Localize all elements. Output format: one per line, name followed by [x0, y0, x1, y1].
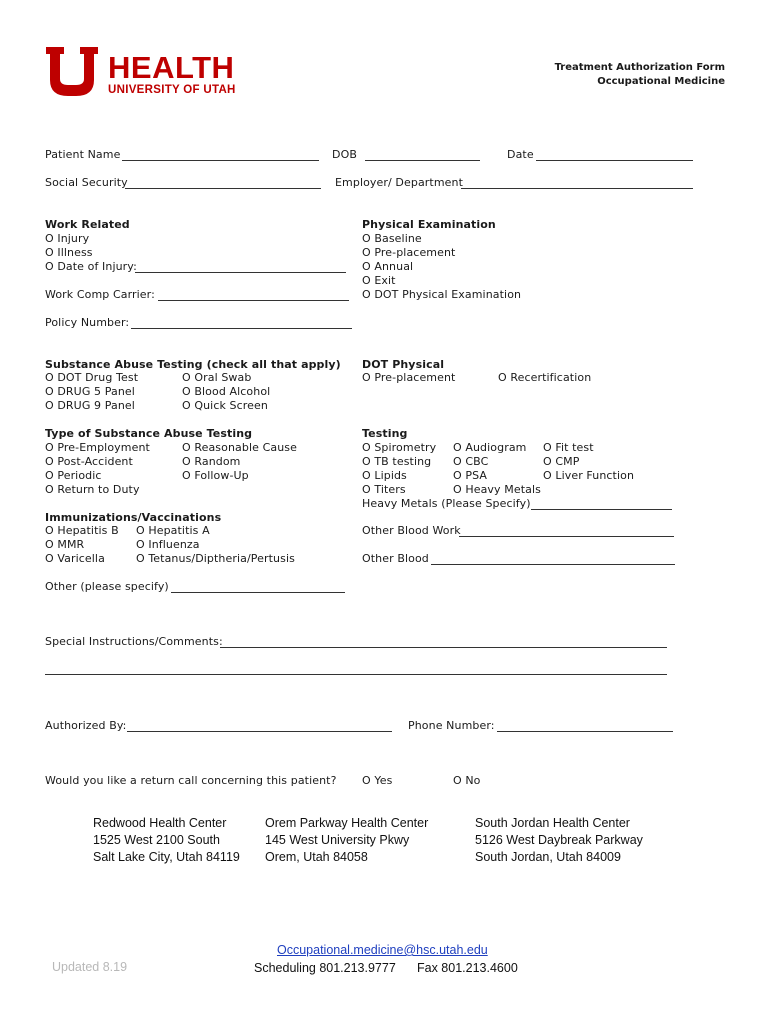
location-street: 1525 West 2100 South — [93, 833, 220, 847]
special-instructions-field-1[interactable] — [220, 647, 667, 648]
varicella-option[interactable]: O Varicella — [45, 552, 105, 565]
phone-number-label: Phone Number: — [408, 719, 495, 732]
cmp-option[interactable]: O CMP — [543, 455, 580, 468]
dot-drug-test-option[interactable]: O DOT Drug Test — [45, 371, 139, 384]
date-of-injury-field[interactable] — [135, 272, 346, 273]
special-instructions-label: Special Instructions/Comments: — [45, 635, 223, 648]
policy-number-label: Policy Number: — [45, 316, 130, 329]
testing-heading: Testing — [362, 427, 408, 440]
location-city: Salt Lake City, Utah 84119 — [93, 850, 240, 864]
drug-9-panel-option[interactable]: O DRUG 9 Panel — [45, 399, 135, 412]
other-blood-work-field[interactable] — [459, 536, 674, 537]
return-call-yes-option[interactable]: O Yes — [362, 774, 393, 787]
date-of-injury-option[interactable]: O Date of Injury: — [45, 260, 137, 273]
date-field[interactable] — [536, 160, 693, 161]
heavy-metals-option[interactable]: O Heavy Metals — [453, 483, 541, 496]
form-title: Treatment Authorization Form — [554, 62, 725, 73]
dot-physical-heading: DOT Physical — [362, 358, 445, 371]
psa-option[interactable]: O PSA — [453, 469, 487, 482]
work-comp-carrier-label: Work Comp Carrier: — [45, 288, 155, 301]
lipids-option[interactable]: O Lipids — [362, 469, 407, 482]
annual-option[interactable]: O Annual — [362, 260, 414, 273]
updated-date: Updated 8.19 — [52, 960, 128, 974]
location-street: 5126 West Daybreak Parkway — [475, 833, 643, 847]
heavy-metals-specify-label: Heavy Metals (Please Specify) — [362, 497, 531, 510]
location-orem — [265, 815, 428, 866]
policy-number-field[interactable] — [131, 328, 352, 329]
influenza-option[interactable]: O Influenza — [136, 538, 200, 551]
logo-university-text: UNIVERSITY OF UTAH — [108, 84, 236, 96]
oral-swab-option[interactable]: O Oral Swab — [182, 371, 252, 384]
other-specify-field[interactable] — [171, 592, 345, 593]
tb-testing-option[interactable]: O TB testing — [362, 455, 432, 468]
work-comp-carrier-field[interactable] — [158, 300, 349, 301]
scheduling-phone: Scheduling 801.213.9777 — [254, 961, 396, 975]
post-accident-option[interactable]: O Post-Accident — [45, 455, 133, 468]
social-security-label: Social Security — [45, 176, 128, 189]
pre-employment-option[interactable]: O Pre-Employment — [45, 441, 150, 454]
audiogram-option[interactable]: O Audiogram — [453, 441, 527, 454]
other-blood-label: Other Blood — [362, 552, 429, 565]
hepatitis-b-option[interactable]: O Hepatitis B — [45, 524, 119, 537]
work-related-heading: Work Related — [45, 218, 130, 231]
location-name: Orem Parkway Health Center — [265, 816, 429, 830]
form-subtitle: Occupational Medicine — [597, 76, 725, 87]
location-name: South Jordan Health Center — [475, 816, 630, 830]
dob-field[interactable] — [365, 160, 480, 161]
immunizations-heading: Immunizations/Vaccinations — [45, 511, 222, 524]
physical-exam-heading: Physical Examination — [362, 218, 496, 231]
location-redwood — [93, 815, 240, 866]
recertification-option[interactable]: O Recertification — [498, 371, 592, 384]
patient-name-label: Patient Name — [45, 148, 121, 161]
substance-abuse-heading: Substance Abuse Testing (check all that apply) — [45, 358, 341, 371]
logo-health-text: HEALTH — [108, 50, 235, 85]
return-call-question: Would you like a return call concerning this patient? — [45, 774, 337, 787]
special-instructions-field-2[interactable] — [45, 674, 667, 675]
location-street: 145 West University Pkwy — [265, 833, 410, 847]
other-blood-work-label: Other Blood Work — [362, 524, 461, 537]
hepatitis-a-option[interactable]: O Hepatitis A — [136, 524, 210, 537]
type-substance-heading: Type of Substance Abuse Testing — [45, 427, 253, 440]
reasonable-cause-option[interactable]: O Reasonable Cause — [182, 441, 297, 454]
fax-number: Fax 801.213.4600 — [417, 961, 518, 975]
authorized-by-field[interactable] — [127, 731, 392, 732]
other-blood-field[interactable] — [431, 564, 675, 565]
return-call-no-option[interactable]: O No — [453, 774, 481, 787]
location-city: Orem, Utah 84058 — [265, 850, 368, 864]
tetanus-option[interactable]: O Tetanus/Diptheria/Pertusis — [136, 552, 295, 565]
employer-field[interactable] — [461, 188, 693, 189]
dob-label: DOB — [332, 148, 357, 161]
baseline-option[interactable]: O Baseline — [362, 232, 422, 245]
mmr-option[interactable]: O MMR — [45, 538, 85, 551]
phone-number-field[interactable] — [497, 731, 673, 732]
other-specify-label: Other (please specify) — [45, 580, 169, 593]
return-to-duty-option[interactable]: O Return to Duty — [45, 483, 140, 496]
authorized-by-label: Authorized By: — [45, 719, 127, 732]
random-option[interactable]: O Random — [182, 455, 241, 468]
location-name: Redwood Health Center — [93, 816, 227, 830]
dot-preplacement-option[interactable]: O Pre-placement — [362, 371, 456, 384]
heavy-metals-specify-field[interactable] — [531, 509, 672, 510]
university-of-utah-u-logo — [46, 47, 98, 96]
exit-option[interactable]: O Exit — [362, 274, 396, 287]
social-security-field[interactable] — [125, 188, 321, 189]
liver-function-option[interactable]: O Liver Function — [543, 469, 635, 482]
fit-test-option[interactable]: O Fit test — [543, 441, 594, 454]
spirometry-option[interactable]: O Spirometry — [362, 441, 437, 454]
drug-5-panel-option[interactable]: O DRUG 5 Panel — [45, 385, 135, 398]
blood-alcohol-option[interactable]: O Blood Alcohol — [182, 385, 271, 398]
date-label: Date — [507, 148, 534, 161]
cbc-option[interactable]: O CBC — [453, 455, 489, 468]
follow-up-option[interactable]: O Follow-Up — [182, 469, 249, 482]
location-city: South Jordan, Utah 84009 — [475, 850, 621, 864]
periodic-option[interactable]: O Periodic — [45, 469, 102, 482]
location-south-jordan — [475, 815, 643, 866]
pre-placement-option[interactable]: O Pre-placement — [362, 246, 456, 259]
patient-name-field[interactable] — [122, 160, 319, 161]
employer-label: Employer/ Department — [335, 176, 464, 189]
dot-physical-exam-option[interactable]: O DOT Physical Examination — [362, 288, 522, 301]
titers-option[interactable]: O Titers — [362, 483, 406, 496]
illness-option[interactable]: O Illness — [45, 246, 93, 259]
quick-screen-option[interactable]: O Quick Screen — [182, 399, 268, 412]
injury-option[interactable]: O Injury — [45, 232, 90, 245]
email-link[interactable]: Occupational.medicine@hsc.utah.edu — [277, 943, 488, 957]
